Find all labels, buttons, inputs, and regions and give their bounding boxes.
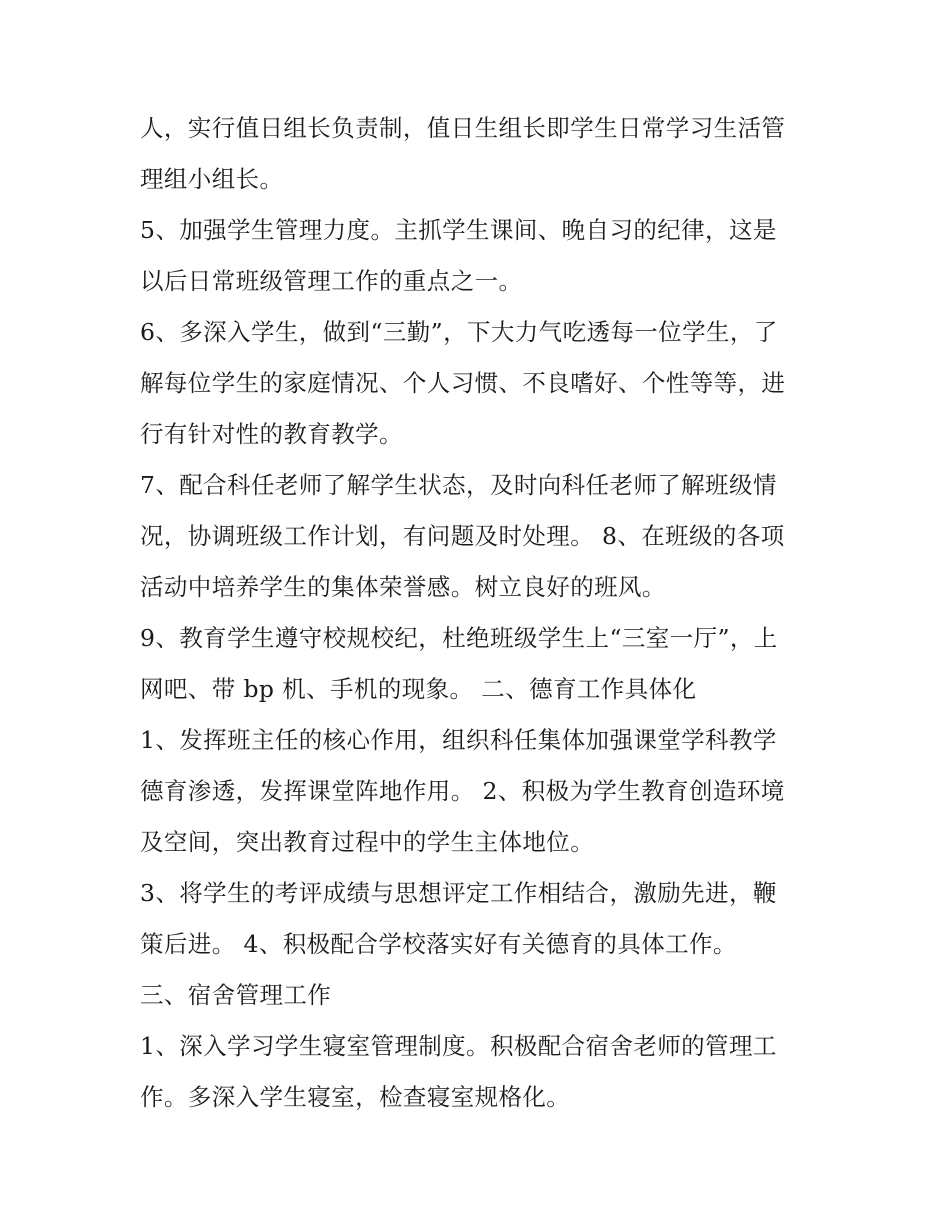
text-line: 1、深入学习学生寝室管理制度。积极配合宿舍老师的管理工 — [140, 1032, 777, 1060]
text-line: 况，协调班级工作计划，有问题及时处理。 8、在班级的各项 — [140, 522, 785, 550]
text-line: 5、加强学生管理力度。主抓学生课间、晚自习的纪律，这是 — [140, 216, 777, 244]
text-line: 理组小组长。 — [140, 165, 284, 193]
section-heading: 三、宿舍管理工作 — [140, 981, 332, 1009]
text-line: 1、发挥班主任的核心作用，组织科任集体加强课堂学科教学 — [140, 726, 777, 754]
text-line: 策后进。 4、积极配合学校落实好有关德育的具体工作。 — [140, 930, 737, 958]
text-line: 7、配合科任老师了解学生状态，及时向科任老师了解班级情 — [140, 471, 777, 499]
text-line: 以后日常班级管理工作的重点之一。 — [140, 267, 523, 295]
text-line: 活动中培养学生的集体荣誉感。树立良好的班风。 — [140, 573, 666, 601]
document-body — [140, 103, 820, 1123]
text-line: 6、多深入学生，做到“三勤”，下大力气吃透每一位学生，了 — [140, 318, 778, 346]
text-line: 行有针对性的教育教学。 — [140, 420, 403, 448]
text-line: 网吧、带 bp 机、手机的现象。 二、德育工作具体化 — [140, 675, 697, 703]
text-line: 人，实行值日组长负责制，值日生组长即学生日常学习生活管 — [140, 114, 786, 142]
text-line: 3、将学生的考评成绩与思想评定工作相结合，激励先进，鞭 — [140, 879, 777, 907]
text-line: 及空间，突出教育过程中的学生主体地位。 — [140, 828, 595, 856]
text-line: 解每位学生的家庭情况、个人习惯、不良嗜好、个性等等，进 — [140, 369, 786, 397]
text-line: 9、教育学生遵守校规校纪，杜绝班级学生上“三室一厅”，上 — [140, 624, 778, 652]
text-line: 德育渗透，发挥课堂阵地作用。 2、积极为学生教育创造环境 — [140, 777, 785, 805]
text-line: 作。多深入学生寝室，检查寝室规格化。 — [140, 1083, 571, 1111]
